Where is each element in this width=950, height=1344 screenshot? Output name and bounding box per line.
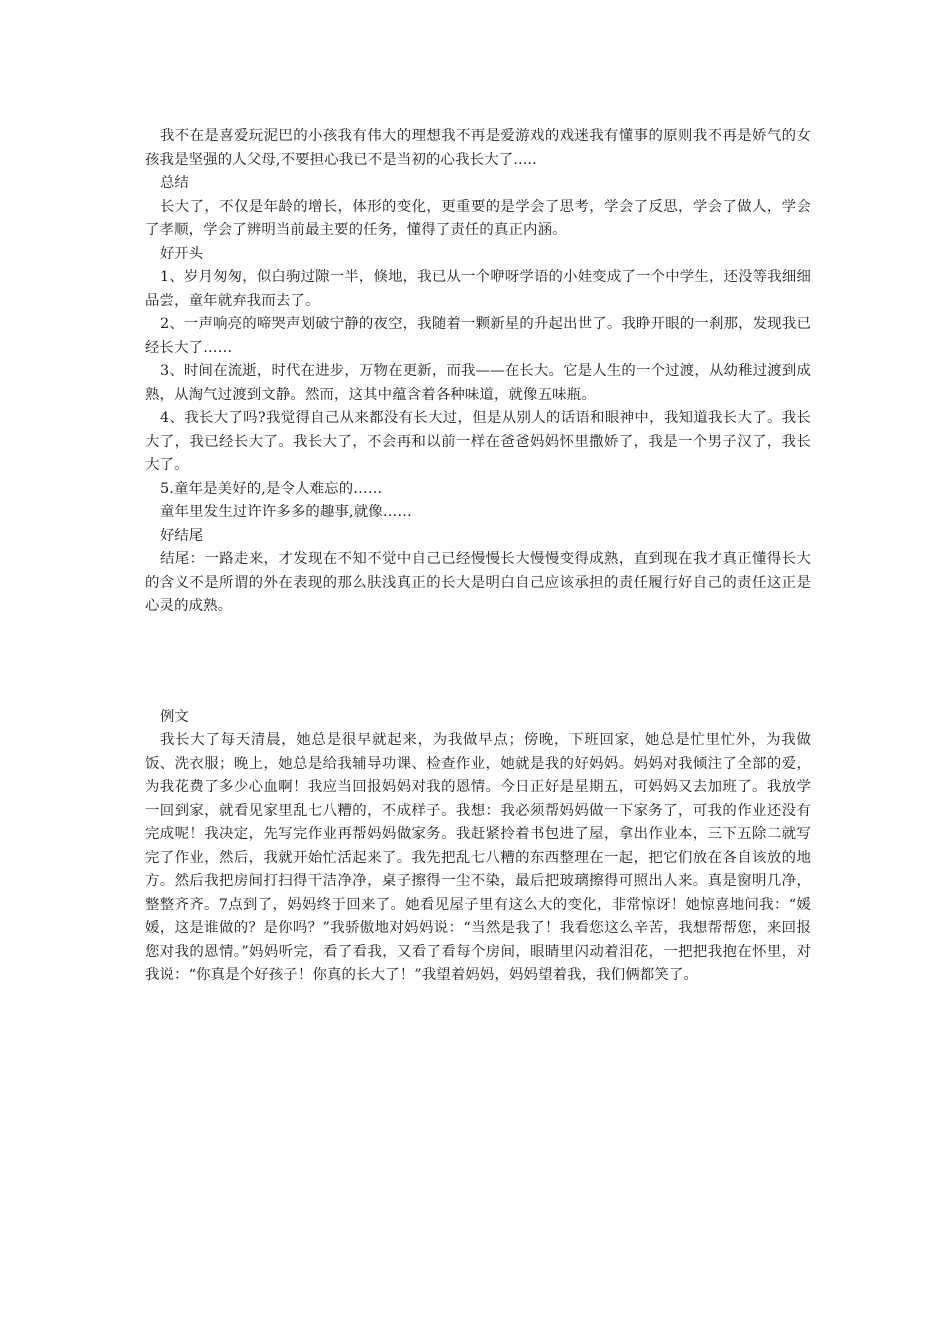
section-spacer xyxy=(145,619,811,706)
ending-paragraph: 结尾：一路走来，才发现在不知不觉中自己已经慢慢长大慢慢变得成熟，直到现在我才真正懂得长大的含义不是所谓的外在表现的那么肤浅真正的长大是明白自己应该承担的责任履行好自己的责任这正是心灵的成熟。 xyxy=(145,551,811,614)
endings-heading: 好结尾 xyxy=(160,527,204,544)
example-paragraph: 我长大了每天清晨，她总是很早就起来，为我做早点；傍晚，下班回家，她总是忙里忙外，为我做饭、洗衣服；晚上，她总是给我辅导功课、检查作业，她就是我的好妈妈。妈妈对我倾注了全部的爱，为我花费了多少心血啊！我应当回报妈妈对我的恩情。今日正好是星期五，可妈妈又去加班了。我放学一回到家，就看见家里乱七八糟的，不成样子。我想：我必须帮妈妈做一下家务了，可我的作业还没有完成呢！我决定，先写完作业再帮妈妈做家务。我赶紧拎着书包进了屋，拿出作业本，三下五除二就写完了作业，然后，我就开始忙活起来了。我先把乱七八糟的东西整理在一起，把它们放在各自该放的地方。然后我把房间打扫得干洁净净，桌子擦得一尘不染，最后把玻璃擦得可照出人来。真是窗明几净，整整齐齐。7点到了，妈妈终于回来了。她看见屋子里有这么大的变化，非常惊讶！她惊喜地问我：“媛媛，这是谁做的？是你吗？”我骄傲地对妈妈说：“当然是我了！我看您这么辛苦，我想帮帮您，来回报您对我的恩情。”妈妈听完，看了看我，又看了看每个房间，眼睛里闪动着泪花，一把把我抱在怀里，对我说：“你真是个好孩子！你真的长大了！”我望着妈妈，妈妈望着我，我们俩都笑了。 xyxy=(145,732,811,983)
opening-item-2: 2、一声响亮的啼哭声划破宁静的夜空，我随着一颗新星的升起出世了。我睁开眼的一刹那，发现我已经长大了…… xyxy=(145,316,811,356)
intro-paragraph: 我不在是喜爱玩泥巴的小孩我有伟大的理想我不再是爱游戏的戏迷我有懂事的原则我不再是娇气的女孩我是坚强的人父母,不要担心我已不是当初的心我长大了..... xyxy=(145,128,811,168)
summary-paragraph: 长大了，不仅是年龄的增长，体形的变化，更重要的是学会了思考，学会了反思，学会了做人，学会了孝顺，学会了辨明当前最主要的任务，懂得了责任的真正内涵。 xyxy=(145,198,811,238)
example-heading: 例文 xyxy=(160,708,189,725)
opening-item-5: 5.童年是美好的,是令人难忘的…… xyxy=(160,480,383,497)
opening-item-3: 3、时间在流逝，时代在进步，万物在更新，而我——在长大。它是人生的一个过渡，从幼稚过渡到成熟，从淘气过渡到文静。然而，这其中蕴含着各种味道，就像五味瓶。 xyxy=(145,363,811,403)
openings-heading: 好开头 xyxy=(160,245,204,262)
document-page xyxy=(145,125,811,988)
opening-item-6: 童年里发生过许许多多的趣事,就像…… xyxy=(160,504,412,520)
opening-item-4: 4、我长大了吗?我觉得自己从来都没有长大过，但是从别人的话语和眼神中，我知道我长大了。我长大了，我已经长大了。我长大了，不会再和以前一样在爸爸妈妈怀里撒娇了，我是一个男子汉了，我长大了。 xyxy=(145,410,811,473)
opening-item-1: 1、岁月匆匆，似白驹过隙一半，倏地，我已从一个咿呀学语的小娃变成了一个中学生，还没等我细细品尝，童年就弃我而去了。 xyxy=(145,269,811,309)
summary-heading: 总结 xyxy=(160,175,189,191)
